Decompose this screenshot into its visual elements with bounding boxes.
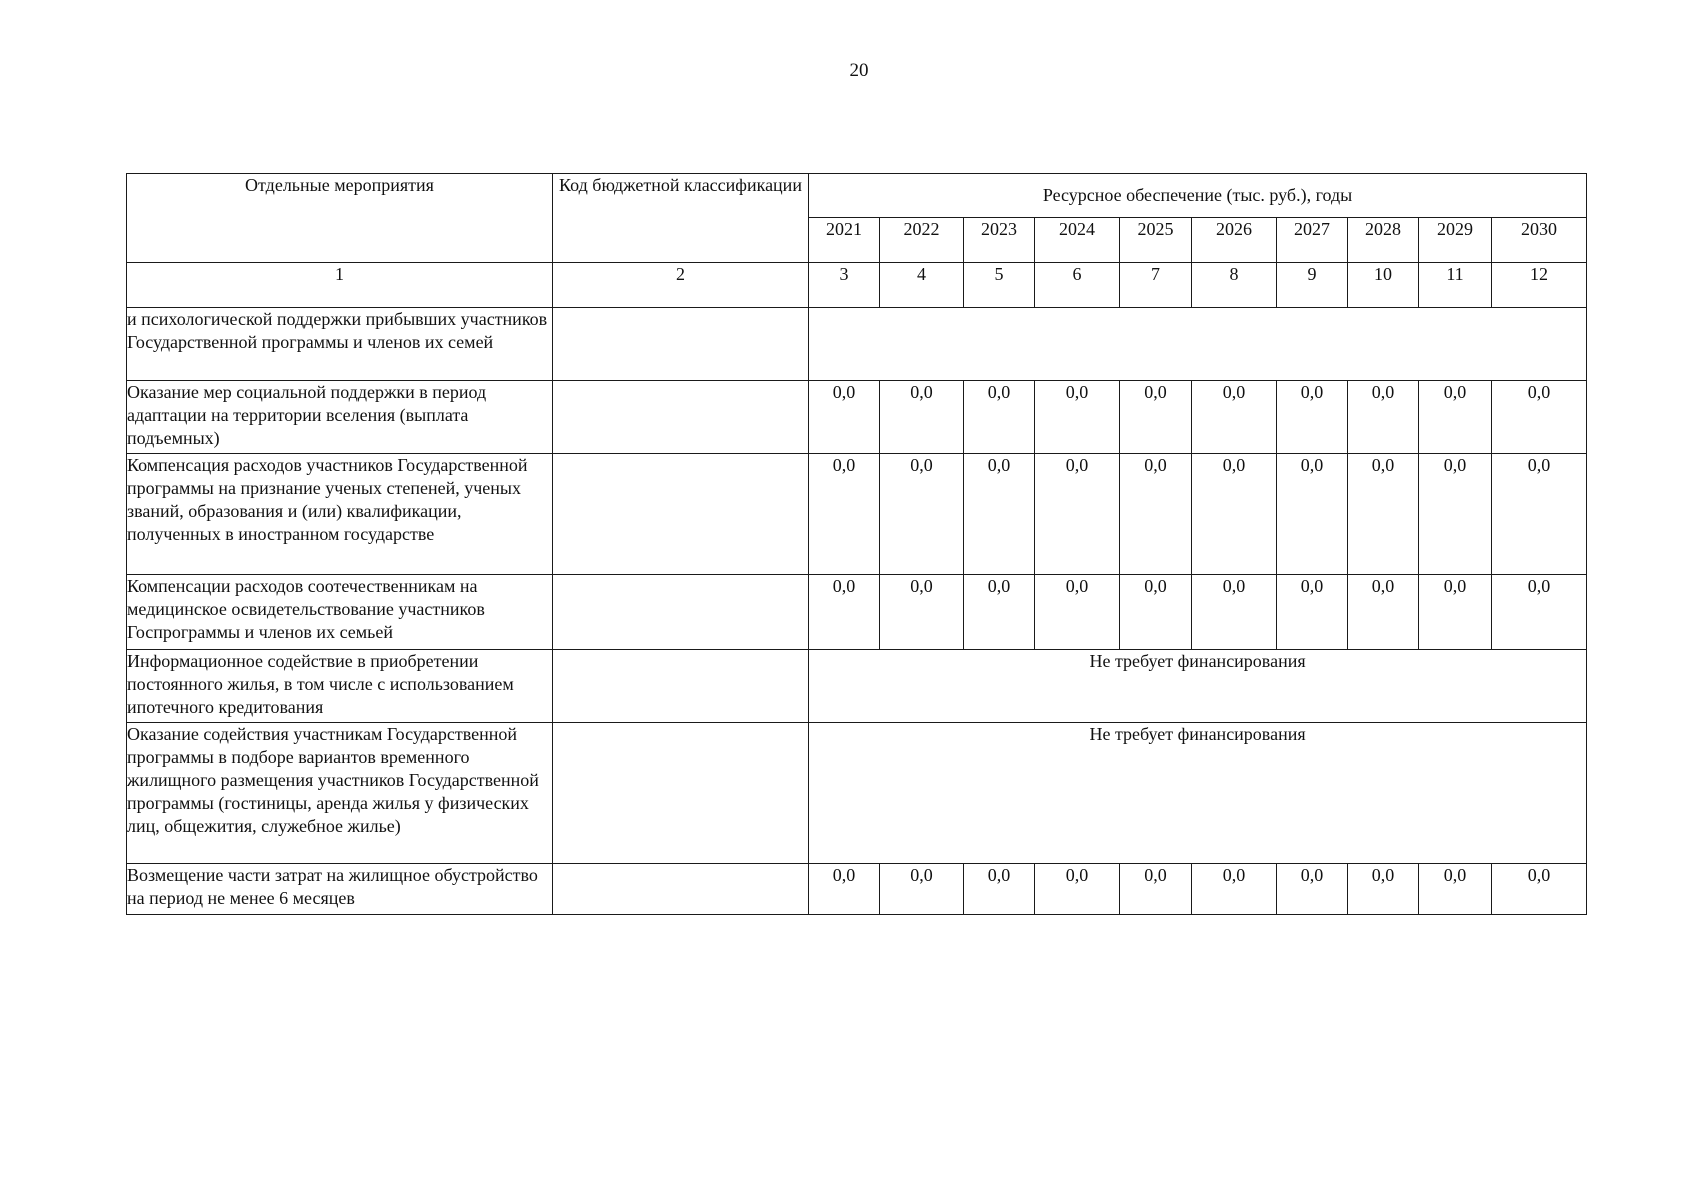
year-header: 2025 [1120, 218, 1192, 263]
funding-value: 0,0 [1419, 575, 1492, 650]
page-number: 20 [849, 60, 869, 81]
table-row [127, 650, 1587, 723]
funding-value: 0,0 [1192, 381, 1277, 454]
column-number: 3 [809, 263, 880, 308]
funding-value: 0,0 [1492, 381, 1587, 454]
funding-value: 0,0 [1419, 454, 1492, 575]
funding-value: 0,0 [809, 575, 880, 650]
funding-value: 0,0 [1192, 454, 1277, 575]
budget-code-cell [553, 723, 809, 864]
column-number: 6 [1035, 263, 1120, 308]
column-number: 5 [964, 263, 1035, 308]
funding-value: 0,0 [809, 864, 880, 915]
budget-code-cell [553, 575, 809, 650]
budget-code-cell [553, 650, 809, 723]
budget-table [126, 173, 1587, 915]
year-header: 2028 [1348, 218, 1419, 263]
year-header: 2023 [964, 218, 1035, 263]
budget-code-cell [553, 308, 809, 381]
header-budget-code: Код бюджетной классификации [553, 174, 809, 263]
column-number: 7 [1120, 263, 1192, 308]
budget-code-cell [553, 864, 809, 915]
column-number: 4 [880, 263, 964, 308]
funding-value: 0,0 [1419, 864, 1492, 915]
funding-value: 0,0 [880, 381, 964, 454]
column-number-row [127, 263, 1587, 308]
measure-description: Возмещение части затрат на жилищное обустройство на период не менее 6 месяцев [127, 864, 553, 915]
funding-value: 0,0 [1277, 454, 1348, 575]
funding-value: 0,0 [1277, 575, 1348, 650]
funding-value: 0,0 [1348, 575, 1419, 650]
year-header: 2027 [1277, 218, 1348, 263]
funding-value: 0,0 [1348, 454, 1419, 575]
column-number: 12 [1492, 263, 1587, 308]
funding-value: 0,0 [1035, 454, 1120, 575]
funding-value: 0,0 [1277, 864, 1348, 915]
funding-value: 0,0 [1035, 381, 1120, 454]
funding-value: 0,0 [1348, 381, 1419, 454]
funding-value: 0,0 [809, 381, 880, 454]
year-header: 2026 [1192, 218, 1277, 263]
table-row [127, 723, 1587, 864]
column-number: 2 [553, 263, 809, 308]
funding-value: 0,0 [1192, 575, 1277, 650]
funding-value: 0,0 [1492, 454, 1587, 575]
funding-value: 0,0 [1035, 864, 1120, 915]
funding-value: 0,0 [1277, 381, 1348, 454]
measure-description: Компенсация расходов участников Государственной программы на признание ученых степеней, ученых званий, образования и (или) квалификации, полученных в иностранном государстве [127, 454, 553, 575]
funding-value: 0,0 [809, 454, 880, 575]
funding-value: 0,0 [1120, 575, 1192, 650]
funding-value: 0,0 [1492, 864, 1587, 915]
column-number: 9 [1277, 263, 1348, 308]
year-header: 2024 [1035, 218, 1120, 263]
measure-description: Оказание содействия участникам Государственной программы в подборе вариантов временного жилищного размещения участников Государственной программы (гостиницы, аренда жилья у физических лиц, общежития, служебное жилье) [127, 723, 553, 864]
column-number: 8 [1192, 263, 1277, 308]
year-header: 2021 [809, 218, 880, 263]
funding-note: Не требует финансирования [809, 723, 1587, 864]
funding-value: 0,0 [1492, 575, 1587, 650]
funding-value: 0,0 [1192, 864, 1277, 915]
funding-value: 0,0 [880, 575, 964, 650]
measure-description: Компенсации расходов соотечественникам на медицинское освидетельствование участников Госпрограммы и членов их семьей [127, 575, 553, 650]
year-header: 2030 [1492, 218, 1587, 263]
funding-value: 0,0 [880, 454, 964, 575]
funding-value: 0,0 [964, 864, 1035, 915]
funding-value: 0,0 [964, 575, 1035, 650]
table-row [127, 864, 1587, 915]
table-row [127, 454, 1587, 575]
budget-code-cell [553, 381, 809, 454]
year-header: 2022 [880, 218, 964, 263]
column-number: 10 [1348, 263, 1419, 308]
header-resources: Ресурсное обеспечение (тыс. руб.), годы [809, 174, 1587, 218]
measure-description: Оказание мер социальной поддержки в период адаптации на территории вселения (выплата подъемных) [127, 381, 553, 454]
measure-description: и психологической поддержки прибывших участников Государственной программы и членов их семей [127, 308, 553, 381]
budget-code-cell [553, 454, 809, 575]
funding-value: 0,0 [1120, 864, 1192, 915]
funding-value: 0,0 [880, 864, 964, 915]
funding-value: 0,0 [964, 454, 1035, 575]
funding-value: 0,0 [1120, 381, 1192, 454]
year-header: 2029 [1419, 218, 1492, 263]
table-row [127, 308, 1587, 381]
funding-value: 0,0 [964, 381, 1035, 454]
column-number: 1 [127, 263, 553, 308]
table-row [127, 575, 1587, 650]
header-measures: Отдельные мероприятия [127, 174, 553, 263]
funding-value: 0,0 [1120, 454, 1192, 575]
funding-value: 0,0 [1035, 575, 1120, 650]
table-row [127, 381, 1587, 454]
measure-description: Информационное содействие в приобретении постоянного жилья, в том числе с использованием ипотечного кредитования [127, 650, 553, 723]
funding-value: 0,0 [1419, 381, 1492, 454]
funding-note: Не требует финансирования [809, 650, 1587, 723]
column-number: 11 [1419, 263, 1492, 308]
funding-value: 0,0 [1348, 864, 1419, 915]
empty-funding-cell [809, 308, 1587, 381]
